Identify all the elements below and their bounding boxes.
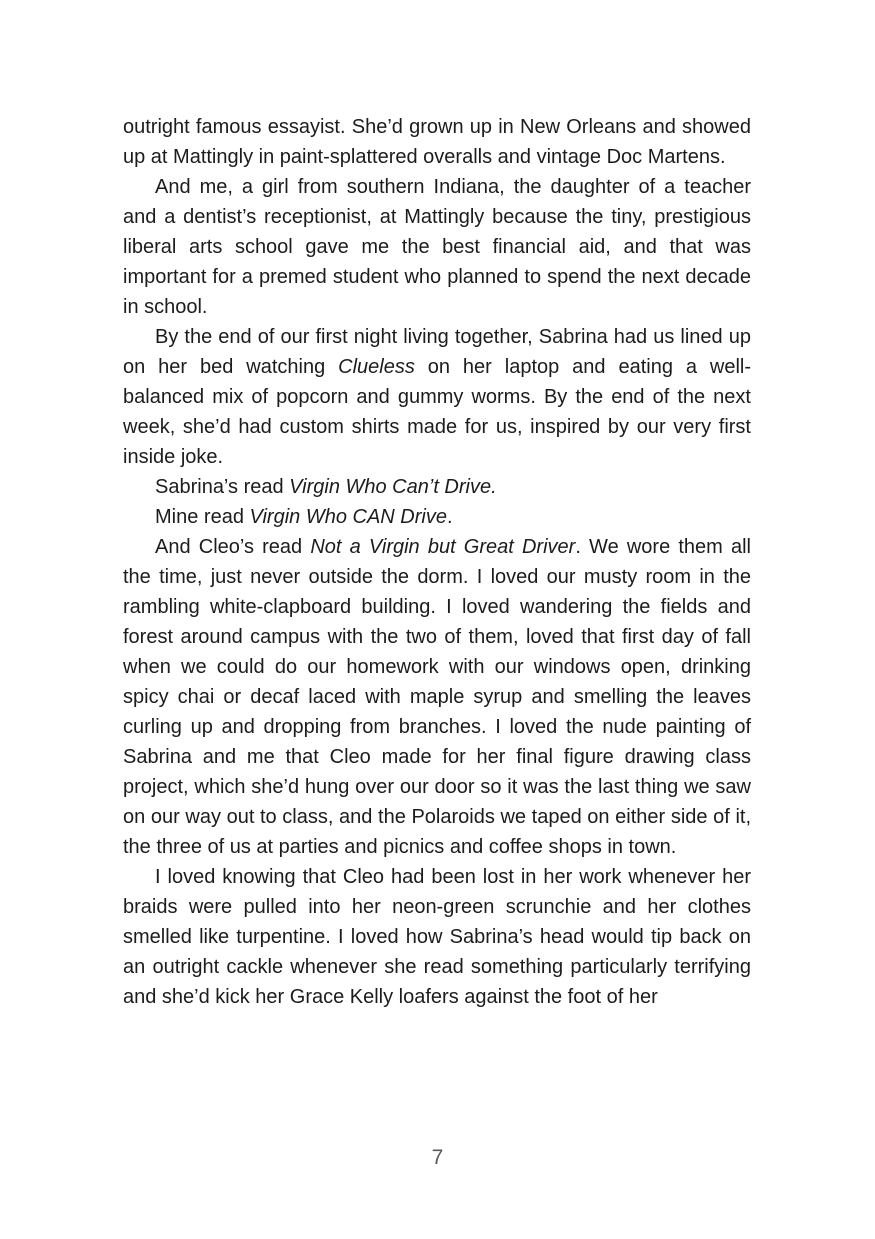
italic-text-run: Clueless (338, 356, 415, 378)
text-run: . We wore them all the time, just never outside the dorm. I loved our musty room in the rambling white-clapboard building. I loved wandering the fields and forest around campus with the two of them, loved that first day of fall when we could do our homework with our windows open, drinking spicy chai or decaf laced with maple syrup and smelling the leaves curling up and dropping from branches. I loved the nude painting of Sabrina and me that Cleo made for her final figure drawing class project, which she’d hung over our door so it was the last thing we saw on our way out to class, and the Polaroids we taped on either side of it, the three of us at parties and picnics and coffee shops in town. (123, 536, 752, 858)
text-run: I loved knowing that Cleo had been lost in her work whenever her braids were pulled into her neon-green scrunchie and her clothes smelled like turpentine. I loved how Sabrina’s head would tip back on an outright cackle whenever she read something particularly terrifying and she’d kick her Grace Kelly loafers against the foot of her (123, 866, 751, 1008)
text-run: Sabrina’s read (155, 476, 290, 498)
paragraph (123, 322, 751, 472)
paragraph (123, 502, 751, 532)
page-number: 7 (431, 1146, 444, 1169)
italic-text-run: Virgin Who Can’t Drive. (289, 476, 497, 498)
italic-text-run: Not a Virgin but Great Driver (310, 536, 576, 558)
text-run: And me, a girl from southern Indiana, the daughter of a teacher and a dentist’s receptionist, at Mattingly because the tiny, prestigious liberal arts school gave me the best financial aid, and that was important for a premed student who planned to spend the next decade in school. (123, 176, 751, 318)
paragraph (123, 532, 751, 862)
body-text (123, 112, 751, 1012)
paragraph (123, 172, 751, 322)
italic-text-run: Virgin Who CAN Drive (249, 506, 447, 528)
text-run: And Cleo’s read (155, 536, 311, 558)
paragraph (123, 472, 751, 502)
text-run: By the end of our first night living together, Sabrina had us lined up on her bed watching (123, 326, 751, 378)
text-run: Mine read (155, 506, 250, 528)
text-run: on her laptop and eating a well-balanced mix of popcorn and gummy worms. By the end of the next week, she’d had custom shirts made for us, inspired by our very first inside joke. (123, 356, 752, 468)
paragraph (123, 112, 751, 172)
text-run: outright famous essayist. She’d grown up in New Orleans and showed up at Mattingly in paint-splattered overalls and vintage Doc Martens. (123, 116, 751, 168)
paragraph (123, 862, 751, 1012)
text-run: . (446, 506, 453, 528)
